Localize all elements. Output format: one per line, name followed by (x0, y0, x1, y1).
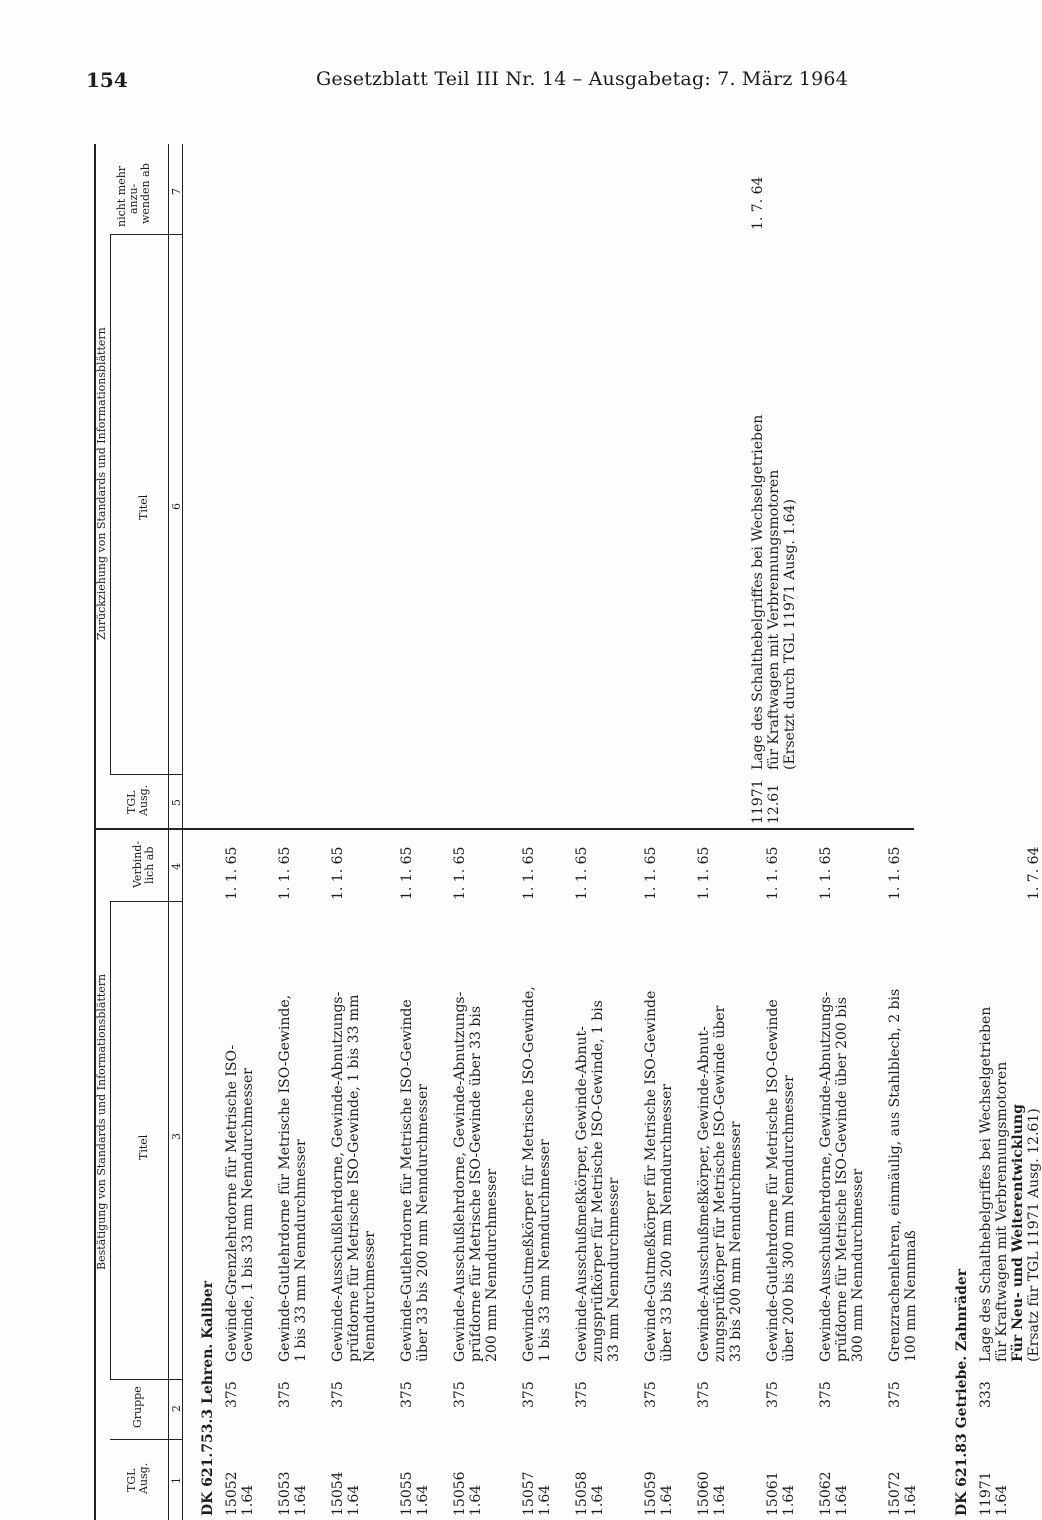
header-tgl-r: TGL (125, 790, 138, 814)
title-line: zungsprüfkörper für Metrische ISO-Gewinde, 1 bis (590, 1000, 606, 1362)
group-heading: DK 621.753.3 Lehren. Kaliber (200, 1280, 216, 1516)
title-line: 300 mm Nenndurchmesser (850, 1168, 866, 1362)
tgl-ausgabe: 1.64 (712, 1484, 728, 1516)
title-line: über 33 bis 200 mm Nenndurchmesser (659, 1084, 675, 1362)
gruppe-value: 375 (887, 1381, 903, 1408)
title-line: 100 mm Nennmaß (903, 1230, 919, 1362)
header-lich-ab: lich ab (143, 846, 156, 884)
tgl-ausgabe: 1.64 (834, 1484, 850, 1516)
tgl-ausgabe: 1.64 (781, 1484, 797, 1516)
column-number: 2 (170, 1405, 183, 1412)
gruppe-value: 375 (452, 1381, 468, 1408)
title-line: Gewinde-Ausschußlehrdorne, Gewinde-Abnutzungs- (330, 991, 346, 1362)
gruppe-value: 375 (224, 1381, 240, 1408)
title-line: für Kraftwagen mit Verbrennungsmotoren (766, 469, 782, 770)
tgl-number: 11971 (750, 779, 766, 824)
header-titel: Titel (137, 1134, 150, 1160)
title-line: Lage des Schalthebelgriffes bei Wechselgetrieben (750, 414, 766, 770)
page-header: Gesetzblatt Teil III Nr. 14 – Ausgabetag: 7. März 1964 (316, 68, 848, 90)
tgl-number: 11971 (978, 1471, 994, 1516)
tgl-ausgabe: 1.64 (903, 1484, 919, 1516)
title-line: Gewinde-Gutmeßkörper für Metrische ISO-Gewinde, (521, 986, 537, 1362)
header-ausg: Ausg. (137, 1462, 150, 1494)
col-sep-5 (110, 774, 182, 775)
title-line: 33 mm Nenndurchmesser (606, 1177, 622, 1362)
tgl-number: 15052 (224, 1471, 240, 1516)
tgl-ausgabe: 1.64 (659, 1484, 675, 1516)
verbindlich-date: 1. 1. 65 (277, 846, 293, 900)
title-line: 1 bis 33 mm Nenndurchmesser (293, 1139, 309, 1362)
title-line: Gewinde-Gutlehrdorne für Metrische ISO-Gewinde (765, 999, 781, 1362)
header-titel-r: Titel (137, 494, 150, 520)
verbindlich-date: 1. 1. 65 (574, 846, 590, 900)
column-number: 7 (170, 188, 183, 195)
gruppe-value: 375 (574, 1381, 590, 1408)
header-nicht-mehr: nicht mehr (115, 165, 128, 227)
verbindlich-date: 1. 1. 65 (887, 846, 903, 900)
page-number: 154 (86, 68, 128, 92)
title-line: prüfdorne für Metrische ISO-Gewinde über 33 bis (468, 1005, 484, 1362)
title-line: Lage des Schalthebelgriffes bei Wechselgetrieben (978, 1006, 994, 1362)
title-line: Gewinde-Ausschußlehrdorne, Gewinde-Abnutzungs- (452, 991, 468, 1362)
tgl-ausgabe: 1.64 (468, 1484, 484, 1516)
title-line: Gewinde-Gutmeßkörper für Metrische ISO-Gewinde (643, 990, 659, 1362)
gruppe-value: 375 (330, 1381, 346, 1408)
title-line: 33 bis 200 mm Nenndurchmesser (728, 1121, 744, 1362)
title-line: über 200 bis 300 mm Nenndurchmesser (781, 1075, 797, 1362)
tgl-number: 15058 (574, 1471, 590, 1516)
tgl-ausgabe: 1.64 (994, 1484, 1010, 1516)
verbindlich-date: 1. 1. 65 (452, 846, 468, 900)
verbindlich-date: 1. 7. 64 (1026, 846, 1042, 900)
gruppe-value: 375 (277, 1381, 293, 1408)
verbindlich-date: 1. 1. 65 (818, 846, 834, 900)
tgl-number: 15059 (643, 1471, 659, 1516)
tgl-number: 15053 (277, 1471, 293, 1516)
right-caption-rule (110, 235, 111, 775)
tgl-number: 15055 (399, 1471, 415, 1516)
title-line: Gewinde-Gutlehrdorne für Metrische ISO-Gewinde, (277, 994, 293, 1362)
column-number: 5 (170, 799, 183, 806)
tgl-number: 15072 (887, 1471, 903, 1516)
tgl-ausgabe: 1.64 (293, 1484, 309, 1516)
title-line: (Ersatz für TGL 11971 Ausg. 12.61) (1026, 1108, 1042, 1362)
title-line: prüfdorne für Metrische ISO-Gewinde, 1 bis 33 mm (346, 994, 362, 1362)
col-sep-1 (110, 1439, 182, 1440)
tgl-ausgabe: 12.61 (766, 783, 782, 824)
title-line: Gewinde-Ausschußmeßkörper, Gewinde-Abnut- (574, 1026, 590, 1362)
divider-left-right (94, 828, 914, 830)
title-line: über 33 bis 200 mm Nenndurchmesser (415, 1084, 431, 1362)
tgl-number: 15054 (330, 1471, 346, 1516)
col-sep-3 (110, 901, 182, 902)
tgl-number: 15056 (452, 1471, 468, 1516)
title-line: Gewinde-Gutlehrdorne für Metrische ISO-Gewinde (399, 999, 415, 1362)
tgl-ausgabe: 1.64 (537, 1484, 553, 1516)
tgl-number: 15061 (765, 1471, 781, 1516)
col-sep-2 (110, 1379, 182, 1380)
verbindlich-date: 1. 1. 65 (399, 846, 415, 900)
right-section-caption: Zurückziehung von Standards und Informationsblättern (95, 327, 108, 640)
verbindlich-date: 1. 1. 65 (330, 846, 346, 900)
header-anzu: anzu- (127, 183, 140, 214)
gruppe-value: 375 (643, 1381, 659, 1408)
column-number: 1 (170, 1477, 183, 1484)
gruppe-value: 375 (818, 1381, 834, 1408)
title-line: Gewinde-Grenzlehrdorne für Metrische ISO- (224, 1044, 240, 1362)
gruppe-value: 375 (765, 1381, 781, 1408)
title-line: zungsprüfkörper für Metrische ISO-Gewinde über (712, 1005, 728, 1362)
tgl-ausgabe: 1.64 (240, 1484, 256, 1516)
col-sep-6 (110, 234, 182, 235)
title-line: Gewinde-Ausschußmeßkörper, Gewinde-Abnut- (696, 1026, 712, 1362)
column-number-rule (168, 144, 169, 1520)
title-line: Nenndurchmesser (362, 1230, 378, 1362)
column-number: 4 (170, 863, 183, 870)
header-tgl: TGL (125, 1468, 138, 1492)
nicht-mehr-date: 1. 7. 64 (750, 176, 766, 230)
title-line: Grenzrachenlehren, einmäulig, aus Stahlblech, 2 bis (887, 988, 903, 1362)
title-line: Für Neu- und Weiterentwicklung (1010, 1104, 1026, 1362)
header-gruppe: Gruppe (131, 1386, 144, 1428)
gruppe-value: 375 (399, 1381, 415, 1408)
gruppe-value: 375 (521, 1381, 537, 1408)
verbindlich-date: 1. 1. 65 (696, 846, 712, 900)
header-wenden-ab: wenden ab (139, 163, 152, 224)
verbindlich-date: 1. 1. 65 (224, 846, 240, 900)
column-number: 6 (170, 503, 183, 510)
tgl-ausgabe: 1.64 (415, 1484, 431, 1516)
title-line: für Kraftwagen mit Verbrennungsmotoren (994, 1061, 1010, 1362)
header-verbind: Verbind- (131, 840, 144, 888)
gruppe-value: 333 (978, 1381, 994, 1408)
verbindlich-date: 1. 1. 65 (765, 846, 781, 900)
header-rule (182, 144, 183, 1520)
title-line: 200 mm Nenndurchmesser (484, 1168, 500, 1362)
tgl-number: 15057 (521, 1471, 537, 1516)
tgl-ausgabe: 1.64 (590, 1484, 606, 1516)
gruppe-value: 375 (696, 1381, 712, 1408)
title-line: 1 bis 33 mm Nenndurchmesser (537, 1139, 553, 1362)
title-line: Gewinde, 1 bis 33 mm Nenndurchmesser (240, 1068, 256, 1362)
header-ausg-r: Ausg. (137, 784, 150, 816)
tgl-ausgabe: 1.64 (346, 1484, 362, 1516)
group-heading: DK 621.83 Getriebe. Zahnräder (954, 1268, 970, 1516)
tgl-number: 15062 (818, 1471, 834, 1516)
title-line: prüfdorne für Metrische ISO-Gewinde über 200 bis (834, 997, 850, 1362)
verbindlich-date: 1. 1. 65 (521, 846, 537, 900)
verbindlich-date: 1. 1. 65 (643, 846, 659, 900)
left-section-caption: Bestätigung von Standards und Informationsblättern (95, 973, 108, 1270)
column-number: 3 (170, 1133, 183, 1140)
left-caption-rule (110, 902, 111, 1380)
standards-table (80, 144, 1042, 1520)
tgl-number: 15060 (696, 1471, 712, 1516)
title-line: (Ersetzt durch TGL 11971 Ausg. 1.64) (782, 499, 798, 770)
title-line: Gewinde-Ausschußlehrdorne, Gewinde-Abnutzungs- (818, 991, 834, 1362)
